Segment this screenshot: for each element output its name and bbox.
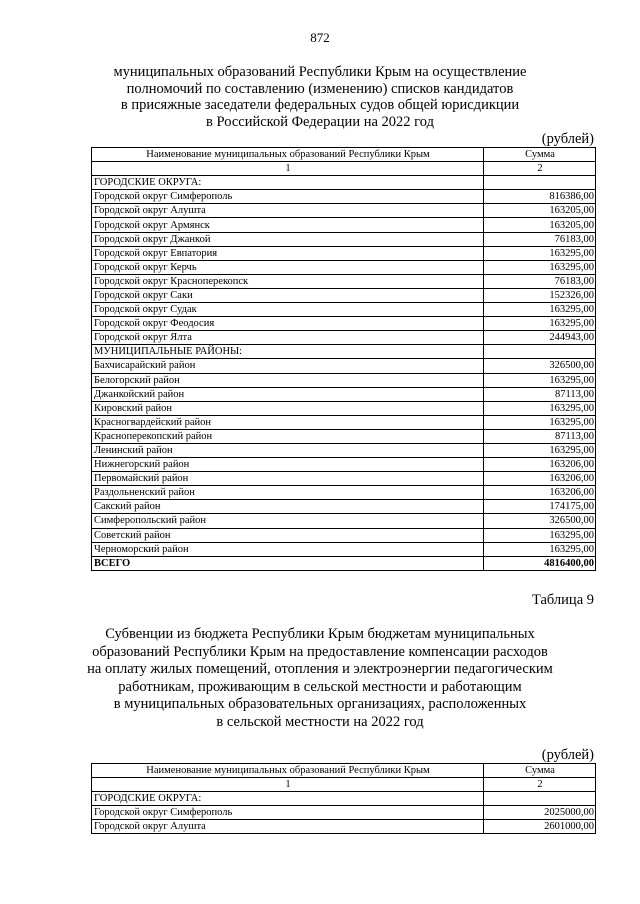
table-row (92, 359, 596, 373)
section2-title-line: в сельской местности на 2022 год (216, 713, 424, 730)
table-row (92, 317, 596, 331)
table-row (92, 190, 596, 204)
row-name-cell: Нижнегорский район (92, 458, 484, 472)
section1-title-line: муниципальных образований Республики Крым на осуществление (113, 64, 527, 80)
table-row (92, 486, 596, 500)
row-sum-cell: 163295,00 (484, 415, 596, 429)
row-name-cell: Первомайский район (92, 472, 484, 486)
table-header-row (92, 148, 596, 162)
row-name-cell: Городской округ Алушта (92, 204, 484, 218)
section2-title (70, 626, 570, 731)
table-row (92, 806, 596, 820)
table-row (92, 331, 596, 345)
section2-title-line: в муниципальных образовательных организациях, расположенных (113, 696, 527, 712)
row-name-cell: Городской округ Ялта (92, 331, 484, 345)
row-sum-cell: 163206,00 (484, 486, 596, 500)
header-sum-cell: Сумма (484, 764, 596, 778)
row-sum-cell: 2025000,00 (484, 806, 596, 820)
row-sum-cell (484, 176, 596, 190)
total-row (92, 556, 596, 570)
section2-title-line: на оплату жилых помещений, отопления и электроэнергии педагогическим (87, 661, 553, 677)
row-name-cell: Советский район (92, 528, 484, 542)
row-name-cell: МУНИЦИПАЛЬНЫЕ РАЙОНЫ: (92, 345, 484, 359)
table-row (92, 176, 596, 190)
section1-table-body (92, 148, 596, 571)
table-row (92, 387, 596, 401)
table-row (92, 345, 596, 359)
row-name-cell: Городской округ Армянск (92, 218, 484, 232)
row-sum-cell: 163295,00 (484, 401, 596, 415)
section2-unit: (рублей) (541, 747, 594, 763)
column-number-sum: 2 (484, 778, 596, 792)
table-row (92, 415, 596, 429)
row-name-cell: Городской округ Джанкой (92, 232, 484, 246)
table-row (92, 401, 596, 415)
page-number: 872 (310, 30, 330, 45)
row-name-cell: Черноморский район (92, 542, 484, 556)
section1-unit: (рублей) (541, 131, 594, 147)
section2-title-line: образований Республики Крым на предоставление компенсации расходов (92, 643, 548, 660)
row-sum-cell: 163295,00 (484, 246, 596, 260)
table-row (92, 373, 596, 387)
column-number-row (92, 778, 596, 792)
table-row (92, 232, 596, 246)
row-name-cell: Городской округ Керчь (92, 260, 484, 274)
row-sum-cell: 163205,00 (484, 204, 596, 218)
section1-title-line: полномочий по составлению (изменению) списков кандидатов (126, 80, 514, 97)
row-name-cell: Симферопольский район (92, 514, 484, 528)
row-sum-cell: 163295,00 (484, 260, 596, 274)
table-row (92, 274, 596, 288)
row-sum-cell: 163205,00 (484, 218, 596, 232)
row-name-cell: Красноперекопский район (92, 429, 484, 443)
row-sum-cell: 326500,00 (484, 359, 596, 373)
table-row (92, 792, 596, 806)
row-sum-cell: 816386,00 (484, 190, 596, 204)
row-name-cell: Белогорский район (92, 373, 484, 387)
table-row (92, 820, 596, 834)
row-sum-cell: 87113,00 (484, 387, 596, 401)
table-row (92, 500, 596, 514)
table-row (92, 528, 596, 542)
row-name-cell: Городской округ Симферополь (92, 806, 484, 820)
column-number-row (92, 162, 596, 176)
section2-table (91, 763, 596, 834)
row-sum-cell: 152326,00 (484, 288, 596, 302)
row-name-cell: Городской округ Красноперекопск (92, 274, 484, 288)
row-name-cell: Сакский район (92, 500, 484, 514)
table-row (92, 204, 596, 218)
table-row (92, 288, 596, 302)
row-name-cell: Городской округ Феодосия (92, 317, 484, 331)
header-sum-cell: Сумма (484, 148, 596, 162)
row-name-cell: Городской округ Симферополь (92, 190, 484, 204)
row-sum-cell: 163295,00 (484, 373, 596, 387)
row-sum-cell: 163295,00 (484, 443, 596, 457)
total-value: 4816400,00 (484, 556, 596, 570)
row-name-cell: Городской округ Саки (92, 288, 484, 302)
table-row (92, 443, 596, 457)
total-label: ВСЕГО (92, 556, 484, 570)
row-name-cell: ГОРОДСКИЕ ОКРУГА: (92, 176, 484, 190)
section2-title-line: Субвенции из бюджета Республики Крым бюджетам муниципальных (105, 626, 535, 642)
row-sum-cell: 87113,00 (484, 429, 596, 443)
row-sum-cell: 174175,00 (484, 500, 596, 514)
section2-title-line: работникам, проживающим в сельской местности и работающим (118, 678, 522, 695)
row-sum-cell: 163206,00 (484, 472, 596, 486)
section2-table-body (92, 764, 596, 834)
table-row (92, 303, 596, 317)
row-name-cell: Раздольненский район (92, 486, 484, 500)
row-sum-cell: 163206,00 (484, 458, 596, 472)
table-row (92, 260, 596, 274)
header-name-cell: Наименование муниципальных образований Республики Крым (92, 764, 484, 778)
row-sum-cell: 163295,00 (484, 317, 596, 331)
column-number-name: 1 (92, 162, 484, 176)
row-sum-cell (484, 345, 596, 359)
row-name-cell: Городской округ Евпатория (92, 246, 484, 260)
row-name-cell: Городской округ Судак (92, 303, 484, 317)
section2-table-label: Таблица 9 (531, 592, 594, 608)
row-name-cell: Городской округ Алушта (92, 820, 484, 834)
row-sum-cell: 163295,00 (484, 303, 596, 317)
table-row (92, 246, 596, 260)
row-sum-cell: 326500,00 (484, 514, 596, 528)
row-sum-cell: 76183,00 (484, 232, 596, 246)
table-row (92, 218, 596, 232)
table-row (92, 542, 596, 556)
row-name-cell: Красногвардейский район (92, 415, 484, 429)
row-sum-cell: 163295,00 (484, 542, 596, 556)
row-name-cell: Кировский район (92, 401, 484, 415)
row-sum-cell: 244943,00 (484, 331, 596, 345)
table-row (92, 429, 596, 443)
section1-title-line: в Российской Федерации на 2022 год (206, 113, 434, 130)
column-number-name: 1 (92, 778, 484, 792)
table-row (92, 514, 596, 528)
section1-title-line: в присяжные заседатели федеральных судов общей юрисдикции (120, 97, 520, 113)
row-name-cell: ГОРОДСКИЕ ОКРУГА: (92, 792, 484, 806)
row-sum-cell: 2601000,00 (484, 820, 596, 834)
table-row (92, 458, 596, 472)
row-sum-cell (484, 792, 596, 806)
table-row (92, 472, 596, 486)
row-name-cell: Ленинский район (92, 443, 484, 457)
row-sum-cell: 163295,00 (484, 528, 596, 542)
section1-table (91, 147, 596, 571)
row-name-cell: Бахчисарайский район (92, 359, 484, 373)
row-sum-cell: 76183,00 (484, 274, 596, 288)
row-name-cell: Джанкойский район (92, 387, 484, 401)
column-number-sum: 2 (484, 162, 596, 176)
header-name-cell: Наименование муниципальных образований Республики Крым (92, 148, 484, 162)
table-header-row (92, 764, 596, 778)
section1-title (80, 64, 560, 130)
